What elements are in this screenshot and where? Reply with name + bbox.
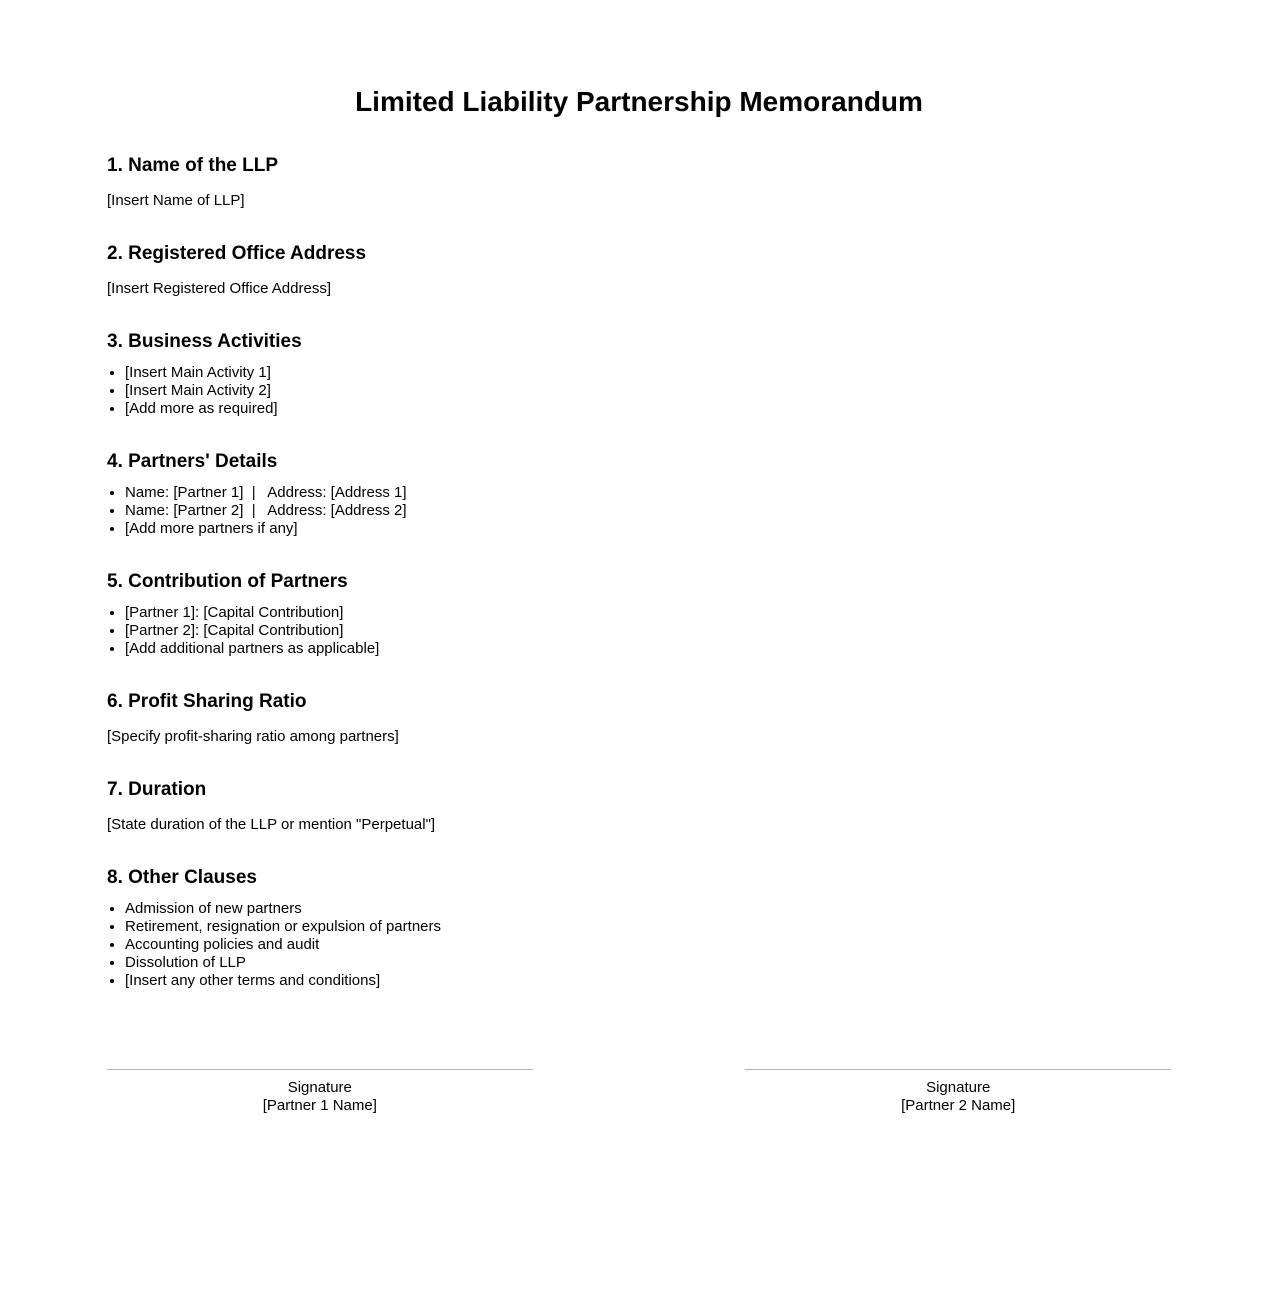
bullet-list (107, 484, 1171, 538)
section-heading: 7. Duration (107, 779, 207, 800)
section-paragraph: [Insert Registered Office Address] (107, 280, 331, 297)
section-heading: 4. Partners' Details (107, 451, 278, 472)
section-heading: 3. Business Activities (107, 331, 302, 352)
page-title: Limited Liability Partnership Memorandum (355, 86, 923, 117)
signature-line (745, 1069, 1171, 1070)
signatures-row (107, 1069, 1171, 1115)
section-paragraph: [State duration of the LLP or mention "Perpetual"] (107, 816, 436, 833)
section-registered-office (107, 243, 1171, 298)
section-other-clauses (107, 867, 1171, 990)
list-item: • [Insert Main Activity 2] (125, 382, 1171, 400)
section-heading: 5. Contribution of Partners (107, 571, 348, 592)
list-item: • Name: [Partner 2] | Address: [Address 2] (125, 502, 1171, 520)
list-item: • Retirement, resignation or expulsion of partners (125, 918, 1171, 936)
bullet-list (107, 604, 1171, 658)
signature-block-partner-1 (107, 1069, 533, 1115)
llp-memorandum-document (107, 0, 1171, 1115)
signature-name: [Partner 2 Name] (901, 1097, 1016, 1114)
list-item: • Admission of new partners (125, 900, 1171, 918)
section-heading: 8. Other Clauses (107, 867, 257, 888)
section-heading: 6. Profit Sharing Ratio (107, 691, 307, 712)
list-item: • [Add more partners if any] (125, 520, 1171, 538)
list-item: • [Add additional partners as applicable] (125, 640, 1171, 658)
list-item: • Accounting policies and audit (125, 936, 1171, 954)
section-contribution-of-partners (107, 571, 1171, 658)
list-item: • [Partner 2]: [Capital Contribution] (125, 622, 1171, 640)
list-item: • Dissolution of LLP (125, 954, 1171, 972)
section-partners-details (107, 451, 1171, 538)
section-paragraph: [Specify profit-sharing ratio among partners] (107, 728, 399, 745)
signature-line (107, 1069, 533, 1070)
bullet-list (107, 900, 1171, 990)
section-business-activities (107, 331, 1171, 418)
section-profit-sharing-ratio (107, 691, 1171, 746)
signature-name: [Partner 1 Name] (262, 1097, 377, 1114)
section-name-of-llp (107, 155, 1171, 210)
list-item: • [Add more as required] (125, 400, 1171, 418)
list-item: • Name: [Partner 1] | Address: [Address 1] (125, 484, 1171, 502)
bullet-list (107, 364, 1171, 418)
section-duration (107, 779, 1171, 834)
list-item: • [Insert any other terms and conditions] (125, 972, 1171, 990)
list-item: • [Insert Main Activity 1] (125, 364, 1171, 382)
list-item: • [Partner 1]: [Capital Contribution] (125, 604, 1171, 622)
section-heading: 1. Name of the LLP (107, 155, 279, 176)
signature-label: Signature (926, 1079, 991, 1096)
signature-label: Signature (287, 1079, 352, 1096)
section-heading: 2. Registered Office Address (107, 243, 367, 264)
section-paragraph: [Insert Name of LLP] (107, 192, 245, 209)
signature-block-partner-2 (745, 1069, 1171, 1115)
